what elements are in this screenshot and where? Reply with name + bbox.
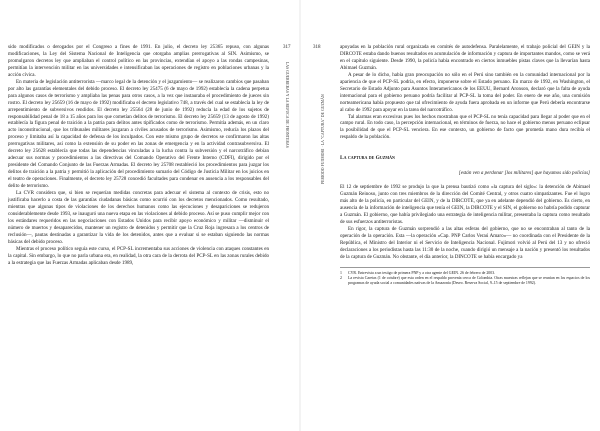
left-page (0, 0, 299, 431)
paragraph: apoyadas en la población rural organizada en comités de autodefensa. Paralelamente, el trabajo policial del GEIN y la DIRCOTE estaba dando buenos resultados en acumulación de información y captura de importantes mandos, como se verá en el capítulo siguiente. Desde 1990, la policía había encontrado en ciertos inmuebles pistas claves que la llevarían hasta Abimael Guzmán. (340, 44, 590, 71)
footnote-number: 2 (340, 275, 342, 280)
body-text (8, 44, 269, 424)
paragraph: En materia de legislación antiterrorista —marco legal de la detención y el juzgamiento— se realizaron cambios que pasaban por alto las garantías elementales del debido proceso. El decreto ley 25475 (6 de mayo de 1992) establecía la cadena perpetua para algunos casos de terrorismo y ampliaba las penas para otros casos, a la vez que instauraba el procedimiento de jueces sin rostro. El decreto ley 25659 (16 de mayo de 1992) modificaba el decreto legislativo 748, a través del cual se establecía la ley de arrepentimiento de subversivos rendidos. El decreto ley 25564 (28 de junio de 1992) reducía la edad de los sujetos de responsabilidad penal de 18 a 15 años para los que cometían delitos de terrorismo. El decreto ley 25659 (13 de agosto de 1992) establecía la figura penal de traición a la patria para delitos antes tipificados como de terrorismo. Permitía además, en un claro acto inconstitucional, que los tribunales militares juzgaran a civiles acusados de terrorismo. Asimismo, reducía los plazos del proceso y limitaba así la capacidad de defensa de los inculpados. Con este mismo grupo de decretos se confirmaron las altas prerrogativas militares, así como la extensión de su poder en las zonas de emergencia y en la actividad contrasubversiva. El decreto ley 25628 establecía que todas las dependencias vinculadas a la lucha contra la subversión y el narcotráfico debían adecuar sus normas y procedimientos a las directivas del Comando Operativo del Frente Interno (CDFI), dirigido por el presidente del Comando Conjunto de las Fuerzas Armadas. El decreto ley 25708 restableció los procedimientos para juzgar los delitos de traición a la patria y permitió la aplicación del procedimiento sumario del Código de Justicia Militar en los juicios en el teatro de operaciones. Finalmente, el decreto ley 25728 concedió facultades para condenar en ausencia a los responsables del delito de terrorismo. (8, 78, 269, 190)
footnote (340, 276, 590, 286)
footnotes (340, 267, 590, 287)
paragraph: sido modificados o derogados por el Congreso a fines de 1991. En julio, el decreto ley 25365 repuso, con algunas modificaciones, la Ley del Sistema Nacional de Inteligencia que otorgaba amplias prerrogativas al SIN. Asimismo, se promulgaron decretos ley que ampliaban el control político en las provincias, extendían el apoyo a las rondas campesinas, permitían la intervención militar en las universidades e intensificaban las operaciones de registro en poblaciones urbanas y la acción cívica. (8, 44, 269, 78)
footnote-number: 1 (340, 270, 342, 275)
paragraph: Tal alarmas eran excesivas pues los hechos mostraban que el PCP-SL no tenía capacidad para llegar al poder que en el campo rural. En todo caso, la percepción internacional, en términos de fuerza, no hace el gobierno menos peruano eclipsar la posibilidad de que el PCP-SL venciera. En ese contexto, un gobierno de facto que prometía mano dura recibía el respaldo de la población. (340, 113, 590, 141)
paragraph: A pesar de lo dicho, había gran preocupación no sólo en el Perú sino también en la comunidad internacional por la apariencia de que el PCP-SL podría, en efecto, imponerse sobre el Estado peruano. En marzo de 1992, en Washington, el Secretario de Estado Adjunto para Asuntos Interamericanos de los EEUU, Bernard Aronson, declaró que la falta de ayuda internacional para el gobierno peruano podría facilitar al PCP-SL la toma del poder. En enero de ese año, una comisión norteamericana había propuesto que tal ofrecimiento de ayuda fuera aprobada en un informe que Perú debería encontrarse al cabo de 1992 para apoyar en la tarea del narcotráfico. (340, 71, 590, 113)
section-heading: La captura de Guzmán (340, 155, 395, 162)
paragraph: Mientras el proceso político seguía este curso, el PCP-SL incrementaba sus acciones de violencia con ataques constantes en la capital. Sin embargo, lo que no parla urbana era, en realidad, la otra cara de la derrota del PCP-SL en las zonas rurales debido a la estrategia que las Fuerzas Armadas aplicaban desde 1989, (8, 245, 269, 266)
paragraph: El 12 de septiembre de 1992 se produjo la que la prensa bautizó como «la captura del siglo»: la detención de Abimael Guzmán Reinoso, junto con tres miembros de la dirección del Comité Central, y otros cuatro simpatizantes. Fue el logro más alto de la policía, en particular del GEIN, y de la DIRCOTE, que ya en adelante dependió del gobierno. Es cierto, en ausencia de la información de inteligencia que tenía el GEIN, la DIRCOTE y el SIN, el gobierno no habría podido capturar a Guzmán. El gobierno, que había privilegiado una estrategia de inteligencia militar, presentaba la captura como resultado de sus esfuerzos antiterroristas. (340, 184, 590, 226)
paragraph: La CVR considera que, si bien se requerían medidas concretas para adecuar el sistema al contexto de crisis, esto no justificaba hacerlo a costa de las garantías ciudadanas básicas como ocurrió con los decretos mencionados. Como resultado, mientras que algunas tipos de violaciones de los derechos humanos como las ejecuciones y desapariciones se redujeron considerablemente desde 1993, se inauguró una nueva etapa en las violaciones al debido proceso. Así se puso cumplir mejor con los estándares requeridos en las negociaciones con Estados Unidos para recibir apoyo económico y militar —disminuir el número de muertos y desaparecidos, mantener un registro de detenidos y permitir que la Cruz Roja ingresara a los centros de reclusión—, pautas destinadas a garantizar la vida de los detenidos, antes que a evaluar si se estaban siguiendo las normas básicas del debido proceso. (8, 190, 269, 245)
body-text (340, 44, 590, 428)
epigraph: [están ven a perdonar [los militares] que hayamos sido policías] (458, 170, 590, 177)
running-head: LAS GUERRERAS Y LA REFUCA DE FRONTERAS (285, 62, 289, 148)
page-number: 318 (313, 45, 321, 50)
running-head: PERIODO FUJIMORI · LA "CAPTURA" DE GUZMÁN (321, 94, 325, 184)
footnote-text: CVR. Entrevista a un testigo de primera PNP y a otra agente del GEIN. 26 de febrero de 2003. (348, 270, 496, 275)
footnote-text: La revista Caretas (1 de octubre) que esta orden en el respaldo provenía cerca de Colombia. Otras muestras reflejan que se reunían en los espacios de los programas de ayuda social a comunidades nativas de la Amazonía (Deseo. Reserva Social, 9–15 de septiembre de 1992). (348, 275, 590, 286)
page-number: 317 (283, 45, 291, 50)
paragraph: En rigor, la captura de Guzmán sorprendió a las altas esferas del gobierno, que no se encontraban al tanto de la operación de la operación. Esta —la operación «Cap. PNP Carlos Veraú Amaro»— no coordinada con el Presidente de la República, el Ministro del Interior ni el Servicio de Inteligencia Nacional. Fujimori volvió al Perú del 13 y no ofreció declaraciones a los periodistas hasta las 11:30 de la noche, cuando dirigió un mensaje a la nación y presentó los resultados de la captura de Guzmán. No obstante, el día anterior, la DINCOTE se había encargado ya (340, 225, 590, 260)
right-page (301, 0, 600, 431)
